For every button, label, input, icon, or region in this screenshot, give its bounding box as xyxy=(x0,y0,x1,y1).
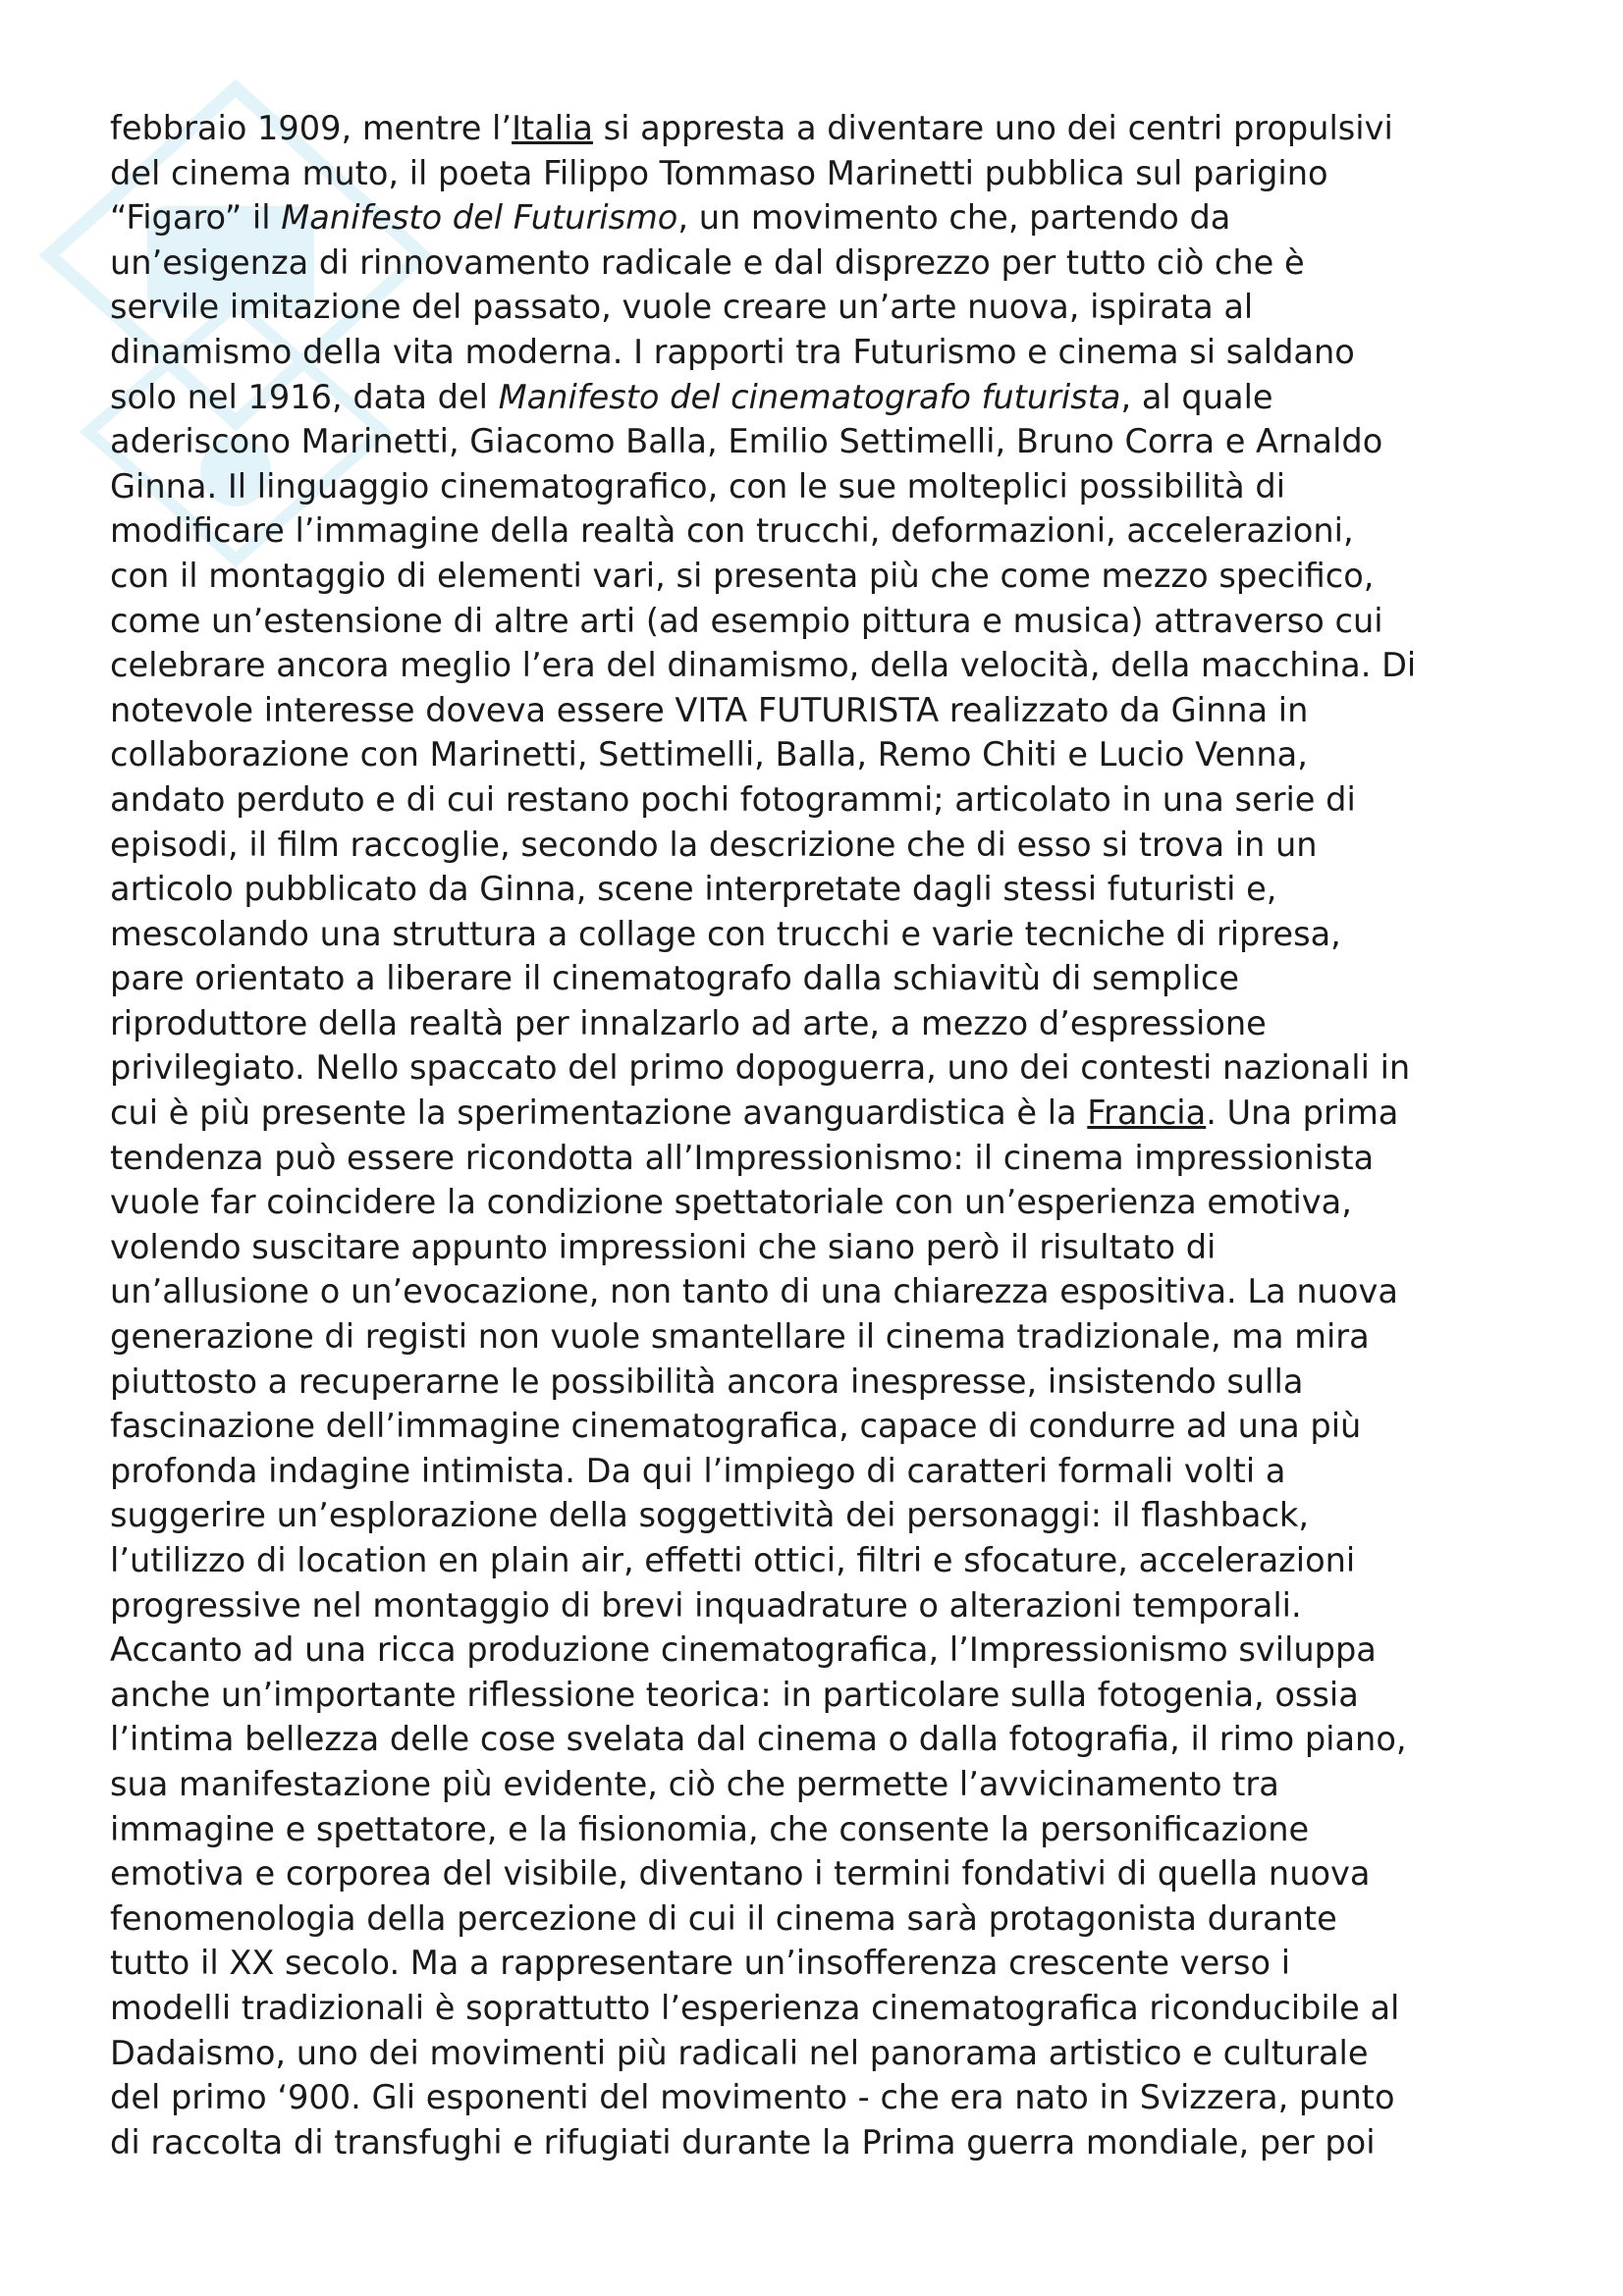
text-run: modelli tradizionali è soprattutto l’esperienza cinematografica riconducibile al xyxy=(110,1988,1400,2027)
text-run: dinamismo della vita moderna. I rapporti tra Futurismo e cinema si saldano xyxy=(110,332,1355,371)
text-run: un’allusione o un’evocazione, non tanto di una chiarezza espositiva. La nuova xyxy=(110,1272,1398,1311)
text-line xyxy=(110,912,1543,957)
text-run: del primo ‘900. Gli esponenti del movimento - che era nato in Svizzera, punto xyxy=(110,2078,1395,2117)
text-run: sua manifestazione più evidente, ciò che permette l’avvicinamento tra xyxy=(110,1764,1279,1803)
text-line xyxy=(110,1538,1543,1583)
text-line xyxy=(110,2075,1543,2120)
text-line xyxy=(110,1314,1543,1360)
text-line xyxy=(110,464,1543,509)
text-line xyxy=(110,285,1543,330)
text-line xyxy=(110,867,1543,912)
text-line xyxy=(110,508,1543,554)
text-line xyxy=(110,106,1543,151)
text-line xyxy=(110,956,1543,1001)
text-line xyxy=(110,1180,1543,1225)
text-line xyxy=(110,1045,1543,1091)
text-run: fascinazione dell’immagine cinematografica, capace di condurre ad una più xyxy=(110,1407,1362,1446)
text-run: servile imitazione del passato, vuole creare un’arte nuova, ispirata al xyxy=(110,288,1254,327)
text-line xyxy=(110,1225,1543,1270)
text-line xyxy=(110,419,1543,464)
text-line xyxy=(110,1091,1543,1136)
text-line xyxy=(110,1269,1543,1314)
text-run: progressive nel montaggio di brevi inquadrature o alterazioni temporali. xyxy=(110,1585,1302,1625)
text-line xyxy=(110,151,1543,196)
text-run: con il montaggio di elementi vari, si presenta più che come mezzo specifico, xyxy=(110,556,1375,595)
text-line xyxy=(110,1583,1543,1629)
text-line xyxy=(110,375,1543,420)
text-line xyxy=(110,240,1543,286)
text-run: articolo pubblicato da Ginna, scene interpretate dagli stessi futuristi e, xyxy=(110,870,1277,909)
text-run: piuttosto a recuperarne le possibilità ancora inespresse, insistendo sulla xyxy=(110,1362,1304,1401)
document-body xyxy=(110,106,1543,2164)
text-line xyxy=(110,643,1543,688)
text-run: solo nel 1916, data del xyxy=(110,377,499,416)
text-run: celebrare ancora meglio l’era del dinamismo, della velocità, della macchina. Di xyxy=(110,646,1417,685)
text-run: di raccolta di transfughi e rifugiati durante la Prima guerra mondiale, per poi xyxy=(110,2122,1376,2162)
text-run: un’esigenza di rinnovamento radicale e dal disprezzo per tutto ciò che è xyxy=(110,242,1305,282)
text-run: vuole far coincidere la condizione spettatoriale con un’esperienza emotiva, xyxy=(110,1183,1352,1222)
text-run: riproduttore della realtà per innalzarlo ad arte, a mezzo d’espressione xyxy=(110,1003,1267,1042)
text-run: Ginna. Il linguaggio cinematografico, con le sue molteplici possibilità di xyxy=(110,466,1286,506)
text-line xyxy=(110,1807,1543,1852)
text-line xyxy=(110,1717,1543,1762)
text-line xyxy=(110,777,1543,823)
text-run: come un’estensione di altre arti (ad esempio pittura e musica) attraverso cui xyxy=(110,601,1383,640)
text-run: modificare l’immagine della realtà con trucchi, deformazioni, accelerazioni, xyxy=(110,511,1354,551)
text-run: tutto il XX secolo. Ma a rappresentare un’insofferenza crescente verso i xyxy=(110,1944,1291,1983)
text-run: . Una prima xyxy=(1206,1094,1399,1133)
text-run: “Figaro” il xyxy=(110,198,282,238)
text-run: aderiscono Marinetti, Giacomo Balla, Emilio Settimelli, Bruno Corra e Arnaldo xyxy=(110,422,1383,461)
text-run: anche un’importante riflessione teorica: in particolare sulla fotogenia, ossia xyxy=(110,1675,1359,1714)
text-run: tendenza può essere ricondotta all’Impressionismo: il cinema impressionista xyxy=(110,1138,1375,1177)
text-run: del cinema muto, il poeta Filippo Tommaso Marinetti pubblica sul parigino xyxy=(110,153,1328,192)
text-run: immagine e spettatore, e la fisionomia, che consente la personificazione xyxy=(110,1809,1310,1848)
text-run: cui è più presente la sperimentazione avanguardistica è la xyxy=(110,1094,1088,1133)
text-line xyxy=(110,1896,1543,1942)
text-run: episodi, il film raccoglie, secondo la descrizione che di esso si trova in un xyxy=(110,825,1318,864)
text-line xyxy=(110,1628,1543,1673)
text-run: suggerire un’esplorazione della soggettività dei personaggi: il flashback, xyxy=(110,1496,1310,1535)
text-line xyxy=(110,1673,1543,1718)
text-run: si appresta a diventare uno dei centri propulsivi xyxy=(592,109,1393,147)
text-run: , un movimento che, partendo da xyxy=(677,198,1231,238)
text-line xyxy=(110,688,1543,733)
text-line xyxy=(110,1404,1543,1449)
text-run: l’utilizzo di location en plain air, effetti ottici, filtri e sfocature, accelerazioni xyxy=(110,1541,1356,1579)
text-line xyxy=(110,823,1543,868)
text-run: profonda indagine intimista. Da qui l’impiego di caratteri formali volti a xyxy=(110,1451,1286,1490)
text-line xyxy=(110,1001,1543,1046)
text-line xyxy=(110,2120,1543,2165)
italic-title: Manifesto del cinematografo futurista xyxy=(498,377,1121,416)
text-run: notevole interesse doveva essere VITA FUTURISTA realizzato da Ginna in xyxy=(110,690,1309,729)
text-run: privilegiato. Nello spaccato del primo dopoguerra, uno dei contesti nazionali in xyxy=(110,1048,1411,1088)
text-run: collaborazione con Marinetti, Settimelli, Balla, Remo Chiti e Lucio Venna, xyxy=(110,735,1308,774)
text-line xyxy=(110,554,1543,599)
text-run: pare orientato a liberare il cinematografo dalla schiavitù di semplice xyxy=(110,959,1240,998)
text-line xyxy=(110,1449,1543,1494)
text-run: andato perduto e di cui restano pochi fotogrammi; articolato in una serie di xyxy=(110,779,1356,819)
text-line xyxy=(110,2031,1543,2076)
text-line xyxy=(110,1851,1543,1896)
text-line xyxy=(110,195,1543,240)
text-run: emotiva e corporea del visibile, diventano i termini fondativi di quella nuova xyxy=(110,1854,1371,1894)
italic-title: Manifesto del Futurismo xyxy=(281,198,678,238)
text-line xyxy=(110,1986,1543,2031)
text-run: Accanto ad una ricca produzione cinematografica, l’Impressionismo sviluppa xyxy=(110,1630,1377,1670)
text-line xyxy=(110,1762,1543,1807)
text-line xyxy=(110,599,1543,644)
text-run: mescolando una struttura a collage con trucchi e varie tecniche di ripresa, xyxy=(110,914,1341,953)
text-line xyxy=(110,1136,1543,1181)
text-run: volendo suscitare appunto impressioni che siano però il risultato di xyxy=(110,1227,1217,1266)
text-run: generazione di registi non vuole smantellare il cinema tradizionale, ma mira xyxy=(110,1317,1370,1357)
text-line xyxy=(110,1360,1543,1405)
text-line xyxy=(110,330,1543,375)
inline-link[interactable]: Francia xyxy=(1087,1094,1207,1133)
text-line xyxy=(110,732,1543,777)
inline-link[interactable]: Italia xyxy=(512,109,593,147)
text-run: febbraio 1909, mentre l’ xyxy=(110,109,513,147)
text-run: Dadaismo, uno dei movimenti più radicali nel panorama artistico e culturale xyxy=(110,2033,1369,2072)
text-run: fenomenologia della percezione di cui il cinema sarà protagonista durante xyxy=(110,1898,1337,1938)
text-line xyxy=(110,1941,1543,1986)
text-run: , al quale xyxy=(1120,377,1273,416)
text-line xyxy=(110,1493,1543,1538)
text-run: l’intima bellezza delle cose svelata dal cinema o dalla fotografia, il rimo piano, xyxy=(110,1720,1407,1759)
